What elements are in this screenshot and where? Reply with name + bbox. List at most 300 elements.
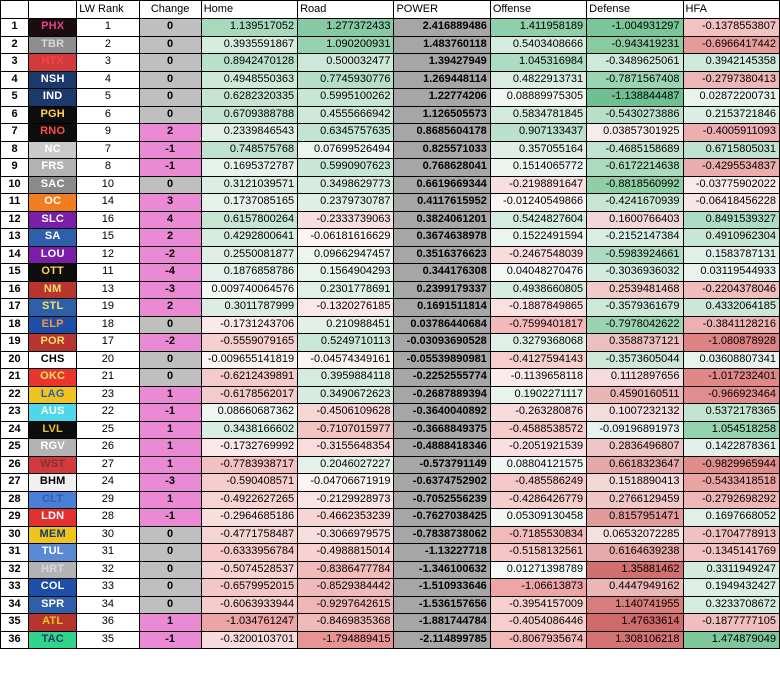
- row-change: -4: [139, 264, 201, 282]
- row-change: 0: [139, 544, 201, 562]
- row-hfa: 0.3233708672: [683, 596, 779, 614]
- row-hfa: -0.6966417442: [683, 36, 779, 54]
- row-hfa: 0.02872200731: [683, 89, 779, 107]
- row-defense: -0.5983924661: [587, 246, 683, 264]
- row-team-badge: ELP: [29, 316, 77, 334]
- row-power: -1.510933646: [394, 579, 490, 597]
- row-home: 0.3121039571: [201, 176, 297, 194]
- row-lw-rank: 34: [77, 596, 139, 614]
- row-team-badge: NSH: [29, 71, 77, 89]
- table-row: [1, 631, 780, 649]
- row-team-badge: OC: [29, 194, 77, 212]
- row-lw-rank: 29: [77, 491, 139, 509]
- row-road: 0.5995100262: [298, 89, 394, 107]
- row-offense: 0.1514065772: [490, 159, 586, 177]
- row-home: 0.3438166602: [201, 421, 297, 439]
- row-hfa: 0.6715805031: [683, 141, 779, 159]
- table-row: [1, 439, 780, 457]
- row-team-badge: HRT: [29, 561, 77, 579]
- row-rank: 36: [1, 631, 29, 649]
- row-road: 0.3490672623: [298, 386, 394, 404]
- row-lw-rank: 7: [77, 141, 139, 159]
- row-change: 0: [139, 561, 201, 579]
- row-home: -0.6333956784: [201, 544, 297, 562]
- row-team-badge: PHX: [29, 19, 77, 37]
- row-road: 0.210988451: [298, 316, 394, 334]
- row-defense: 0.4447949162: [587, 579, 683, 597]
- row-defense: -1.004931297: [587, 19, 683, 37]
- row-defense: 0.8157951471: [587, 509, 683, 527]
- row-team-badge: TUL: [29, 544, 77, 562]
- row-rank: 10: [1, 176, 29, 194]
- row-offense: -0.263280876: [490, 404, 586, 422]
- row-change: 0: [139, 316, 201, 334]
- row-rank: 32: [1, 561, 29, 579]
- row-defense: -0.4241670939: [587, 194, 683, 212]
- row-rank: 5: [1, 89, 29, 107]
- row-hfa: -0.1877777105: [683, 614, 779, 632]
- row-rank: 20: [1, 351, 29, 369]
- row-rank: 13: [1, 229, 29, 247]
- row-lw-rank: 21: [77, 369, 139, 387]
- row-rank: 22: [1, 386, 29, 404]
- row-defense: -0.7978042622: [587, 316, 683, 334]
- row-road: -0.1320276185: [298, 299, 394, 317]
- row-offense: 0.05309130458: [490, 509, 586, 527]
- row-change: -3: [139, 474, 201, 492]
- row-team-badge: SAC: [29, 176, 77, 194]
- row-change: 0: [139, 106, 201, 124]
- row-road: 0.09662947457: [298, 246, 394, 264]
- row-defense: 0.3588737121: [587, 334, 683, 352]
- table-row: [1, 369, 780, 387]
- row-power: -1.536157656: [394, 596, 490, 614]
- row-rank: 33: [1, 579, 29, 597]
- row-defense: 0.1600766403: [587, 211, 683, 229]
- row-team-badge: OKC: [29, 369, 77, 387]
- row-rank: 8: [1, 141, 29, 159]
- row-team-badge: SPR: [29, 596, 77, 614]
- row-hfa: -0.03775902022: [683, 176, 779, 194]
- row-team-badge: LDN: [29, 509, 77, 527]
- row-offense: 0.4938660805: [490, 281, 586, 299]
- table-row: [1, 561, 780, 579]
- row-power: -0.2687889394: [394, 386, 490, 404]
- row-home: 0.6282320335: [201, 89, 297, 107]
- row-hfa: 0.1583787131: [683, 246, 779, 264]
- row-defense: -0.3489625061: [587, 54, 683, 72]
- row-road: -0.9297642615: [298, 596, 394, 614]
- row-defense: 1.35881462: [587, 561, 683, 579]
- row-home: 0.2339846543: [201, 124, 297, 142]
- row-hfa: -0.4295534837: [683, 159, 779, 177]
- row-home: -0.2964685186: [201, 509, 297, 527]
- row-lw-rank: 5: [77, 89, 139, 107]
- row-rank: 34: [1, 596, 29, 614]
- row-lw-rank: 2: [77, 36, 139, 54]
- row-change: 0: [139, 89, 201, 107]
- row-rank: 1: [1, 19, 29, 37]
- table-row: [1, 159, 780, 177]
- row-team-badge: POR: [29, 334, 77, 352]
- row-road: -0.06181616629: [298, 229, 394, 247]
- row-offense: -0.01240549866: [490, 194, 586, 212]
- row-hfa: -0.2204378046: [683, 281, 779, 299]
- row-team-badge: NC: [29, 141, 77, 159]
- table-row: [1, 386, 780, 404]
- row-hfa: 0.5372178365: [683, 404, 779, 422]
- row-rank: 15: [1, 264, 29, 282]
- row-home: -0.590408571: [201, 474, 297, 492]
- table-row: [1, 456, 780, 474]
- row-rank: 16: [1, 281, 29, 299]
- row-lw-rank: 13: [77, 281, 139, 299]
- row-offense: -0.2051921539: [490, 439, 586, 457]
- row-road: -0.2129928973: [298, 491, 394, 509]
- row-home: 0.1695372787: [201, 159, 297, 177]
- row-lw-rank: 16: [77, 211, 139, 229]
- row-power: 1.483760118: [394, 36, 490, 54]
- row-rank: 23: [1, 404, 29, 422]
- row-road: 0.1564904293: [298, 264, 394, 282]
- row-lw-rank: 27: [77, 456, 139, 474]
- row-team-badge: COL: [29, 579, 77, 597]
- row-lw-rank: 3: [77, 54, 139, 72]
- row-power: -0.4888418346: [394, 439, 490, 457]
- row-power: -1.13227718: [394, 544, 490, 562]
- row-defense: -0.7871567408: [587, 71, 683, 89]
- row-rank: 3: [1, 54, 29, 72]
- row-change: 4: [139, 211, 201, 229]
- row-home: -0.6212439891: [201, 369, 297, 387]
- row-lw-rank: 35: [77, 631, 139, 649]
- row-offense: 0.3279368068: [490, 334, 586, 352]
- row-power: 2.416889486: [394, 19, 490, 37]
- row-power: 1.269448114: [394, 71, 490, 89]
- row-home: -0.009655141819: [201, 351, 297, 369]
- row-change: -1: [139, 141, 201, 159]
- row-home: -0.4771758487: [201, 526, 297, 544]
- row-offense: -0.2467548039: [490, 246, 586, 264]
- row-lw-rank: 12: [77, 246, 139, 264]
- row-defense: 0.2836496807: [587, 439, 683, 457]
- row-rank: 6: [1, 106, 29, 124]
- row-defense: -0.3573605044: [587, 351, 683, 369]
- row-road: 0.2379730787: [298, 194, 394, 212]
- table-row: [1, 544, 780, 562]
- row-team-badge: CLT: [29, 491, 77, 509]
- row-home: 0.748575768: [201, 141, 297, 159]
- row-change: -1: [139, 404, 201, 422]
- row-home: -0.5074528537: [201, 561, 297, 579]
- row-hfa: 0.1422878361: [683, 439, 779, 457]
- row-lw-rank: 36: [77, 614, 139, 632]
- row-hfa: -0.966923464: [683, 386, 779, 404]
- table-row: [1, 474, 780, 492]
- row-lw-rank: 28: [77, 509, 139, 527]
- row-power: 0.1691511814: [394, 299, 490, 317]
- table-header-row: [1, 1, 780, 19]
- row-defense: 0.1007232132: [587, 404, 683, 422]
- row-offense: -0.5158132561: [490, 544, 586, 562]
- row-road: -0.4506109628: [298, 404, 394, 422]
- table-row: [1, 596, 780, 614]
- row-offense: 0.08804121575: [490, 456, 586, 474]
- row-home: 1.139517052: [201, 19, 297, 37]
- row-offense: -0.2198891647: [490, 176, 586, 194]
- row-hfa: -0.9829965944: [683, 456, 779, 474]
- row-hfa: 0.4910962304: [683, 229, 779, 247]
- table-row: [1, 54, 780, 72]
- row-road: 0.07699526494: [298, 141, 394, 159]
- row-change: 0: [139, 351, 201, 369]
- header-road: Road: [298, 1, 394, 19]
- row-lw-rank: 33: [77, 579, 139, 597]
- row-defense: -0.5430273886: [587, 106, 683, 124]
- row-team-badge: RGV: [29, 439, 77, 457]
- row-rank: 27: [1, 474, 29, 492]
- row-power: -0.05539890981: [394, 351, 490, 369]
- row-power: 0.03786440684: [394, 316, 490, 334]
- row-defense: 0.1518890413: [587, 474, 683, 492]
- row-change: 0: [139, 579, 201, 597]
- row-offense: -0.7599401817: [490, 316, 586, 334]
- header-team: [29, 1, 77, 19]
- row-defense: 0.03857301925: [587, 124, 683, 142]
- row-defense: 0.06532072285: [587, 526, 683, 544]
- row-change: -3: [139, 281, 201, 299]
- row-road: 0.4555666942: [298, 106, 394, 124]
- table-row: [1, 404, 780, 422]
- table-row: [1, 491, 780, 509]
- row-road: 0.5990907623: [298, 159, 394, 177]
- table-row: [1, 194, 780, 212]
- row-team-badge: TAC: [29, 631, 77, 649]
- row-power: 1.22774206: [394, 89, 490, 107]
- row-hfa: -0.06418456228: [683, 194, 779, 212]
- row-rank: 31: [1, 544, 29, 562]
- row-power: 0.4117615952: [394, 194, 490, 212]
- row-hfa: 0.4332064185: [683, 299, 779, 317]
- header-rank: [1, 1, 29, 19]
- row-power: 0.768628041: [394, 159, 490, 177]
- row-home: -1.034761247: [201, 614, 297, 632]
- header-power: POWER: [394, 1, 490, 19]
- row-power: -0.03093690528: [394, 334, 490, 352]
- table-row: [1, 19, 780, 37]
- header-home: Home: [201, 1, 297, 19]
- row-rank: 11: [1, 194, 29, 212]
- row-road: -0.2333739063: [298, 211, 394, 229]
- row-hfa: 0.03608807341: [683, 351, 779, 369]
- row-home: -0.5559079165: [201, 334, 297, 352]
- row-hfa: -0.5433418518: [683, 474, 779, 492]
- table-row: [1, 71, 780, 89]
- row-offense: -0.3954157009: [490, 596, 586, 614]
- row-defense: -0.4685158689: [587, 141, 683, 159]
- row-rank: 21: [1, 369, 29, 387]
- row-hfa: 0.03119544933: [683, 264, 779, 282]
- row-offense: 0.5424827604: [490, 211, 586, 229]
- row-team-badge: FRS: [29, 159, 77, 177]
- row-lw-rank: 26: [77, 439, 139, 457]
- row-power: -0.7627038425: [394, 509, 490, 527]
- row-team-badge: BHM: [29, 474, 77, 492]
- row-road: -0.04706671919: [298, 474, 394, 492]
- row-home: 0.6157800264: [201, 211, 297, 229]
- row-defense: -0.3036936032: [587, 264, 683, 282]
- row-hfa: -0.2797380413: [683, 71, 779, 89]
- row-road: 1.090200931: [298, 36, 394, 54]
- row-change: 1: [139, 614, 201, 632]
- row-change: 0: [139, 19, 201, 37]
- row-offense: 0.5403408666: [490, 36, 586, 54]
- table-row: [1, 229, 780, 247]
- row-change: -2: [139, 334, 201, 352]
- row-lw-rank: 10: [77, 176, 139, 194]
- table-row: [1, 614, 780, 632]
- row-change: 2: [139, 124, 201, 142]
- row-road: -0.8469835368: [298, 614, 394, 632]
- row-rank: 12: [1, 211, 29, 229]
- header-lw-rank: LW Rank: [77, 1, 139, 19]
- row-offense: 0.01271398789: [490, 561, 586, 579]
- row-power: -0.7838738062: [394, 526, 490, 544]
- row-defense: 0.6618323647: [587, 456, 683, 474]
- row-defense: -0.09196891973: [587, 421, 683, 439]
- row-team-badge: NM: [29, 281, 77, 299]
- row-team-badge: CHS: [29, 351, 77, 369]
- header-offense: Offense: [490, 1, 586, 19]
- row-road: 0.5249710113: [298, 334, 394, 352]
- row-hfa: -0.3841128216: [683, 316, 779, 334]
- row-lw-rank: 15: [77, 229, 139, 247]
- row-offense: -0.4286426779: [490, 491, 586, 509]
- row-defense: -0.8818560992: [587, 176, 683, 194]
- row-change: 2: [139, 229, 201, 247]
- row-road: 1.277372433: [298, 19, 394, 37]
- table-row: [1, 89, 780, 107]
- row-change: 0: [139, 54, 201, 72]
- row-power: -0.6374752902: [394, 474, 490, 492]
- row-hfa: 0.3311949247: [683, 561, 779, 579]
- row-defense: -0.943419231: [587, 36, 683, 54]
- table-row: [1, 124, 780, 142]
- row-power: 0.8685604178: [394, 124, 490, 142]
- row-rank: 35: [1, 614, 29, 632]
- row-home: 0.4292800641: [201, 229, 297, 247]
- table-row: [1, 36, 780, 54]
- row-home: 0.2550081877: [201, 246, 297, 264]
- row-home: -0.1731243706: [201, 316, 297, 334]
- row-team-badge: STL: [29, 299, 77, 317]
- row-lw-rank: 6: [77, 106, 139, 124]
- row-team-badge: OTT: [29, 264, 77, 282]
- row-rank: 30: [1, 526, 29, 544]
- row-rank: 9: [1, 159, 29, 177]
- row-team-badge: ATL: [29, 614, 77, 632]
- row-hfa: 0.3942145358: [683, 54, 779, 72]
- row-lw-rank: 32: [77, 561, 139, 579]
- row-team-badge: WST: [29, 456, 77, 474]
- row-rank: 14: [1, 246, 29, 264]
- row-home: 0.1876858786: [201, 264, 297, 282]
- table-row: [1, 281, 780, 299]
- table-row: [1, 246, 780, 264]
- row-road: -0.7107015977: [298, 421, 394, 439]
- row-offense: -0.1139658118: [490, 369, 586, 387]
- row-lw-rank: 31: [77, 544, 139, 562]
- row-team-badge: SA: [29, 229, 77, 247]
- row-team-badge: PGH: [29, 106, 77, 124]
- row-road: -0.4662353239: [298, 509, 394, 527]
- row-road: 0.3498629773: [298, 176, 394, 194]
- row-change: 1: [139, 456, 201, 474]
- row-change: -2: [139, 246, 201, 264]
- row-hfa: -0.4005911093: [683, 124, 779, 142]
- row-change: 1: [139, 421, 201, 439]
- row-defense: -0.6172214638: [587, 159, 683, 177]
- row-power: 1.126505573: [394, 106, 490, 124]
- row-offense: 0.4822913731: [490, 71, 586, 89]
- row-hfa: -0.1345141769: [683, 544, 779, 562]
- row-home: 0.4948550363: [201, 71, 297, 89]
- row-home: 0.8942470128: [201, 54, 297, 72]
- table-row: [1, 211, 780, 229]
- row-rank: 26: [1, 456, 29, 474]
- row-change: 0: [139, 369, 201, 387]
- row-team-badge: RNO: [29, 124, 77, 142]
- row-offense: 0.04048270476: [490, 264, 586, 282]
- table-row: [1, 141, 780, 159]
- row-change: 1: [139, 439, 201, 457]
- header-change: Change: [139, 1, 201, 19]
- row-power: -1.881744784: [394, 614, 490, 632]
- row-power: -0.3640040892: [394, 404, 490, 422]
- row-hfa: 0.2153721846: [683, 106, 779, 124]
- row-rank: 29: [1, 509, 29, 527]
- row-team-badge: LOU: [29, 246, 77, 264]
- row-lw-rank: 1: [77, 19, 139, 37]
- row-team-badge: HTX: [29, 54, 77, 72]
- row-road: -0.8386477784: [298, 561, 394, 579]
- row-hfa: 1.474879049: [683, 631, 779, 649]
- row-change: 0: [139, 526, 201, 544]
- row-road: -0.3155648354: [298, 439, 394, 457]
- row-team-badge: IND: [29, 89, 77, 107]
- row-rank: 7: [1, 124, 29, 142]
- row-offense: 0.1522491594: [490, 229, 586, 247]
- row-change: 0: [139, 176, 201, 194]
- row-lw-rank: 19: [77, 299, 139, 317]
- row-road: 0.3959884118: [298, 369, 394, 387]
- row-defense: -0.2152147384: [587, 229, 683, 247]
- row-defense: -0.3579361679: [587, 299, 683, 317]
- table-row: [1, 299, 780, 317]
- row-lw-rank: 25: [77, 421, 139, 439]
- row-change: -1: [139, 509, 201, 527]
- row-power: -0.573791149: [394, 456, 490, 474]
- row-hfa: -1.017232401: [683, 369, 779, 387]
- row-home: 0.6709388788: [201, 106, 297, 124]
- row-road: 0.2046027227: [298, 456, 394, 474]
- table-row: [1, 526, 780, 544]
- table-row: [1, 351, 780, 369]
- table-body: [1, 19, 780, 649]
- row-defense: 1.47633614: [587, 614, 683, 632]
- row-change: 0: [139, 36, 201, 54]
- row-road: 0.2301778691: [298, 281, 394, 299]
